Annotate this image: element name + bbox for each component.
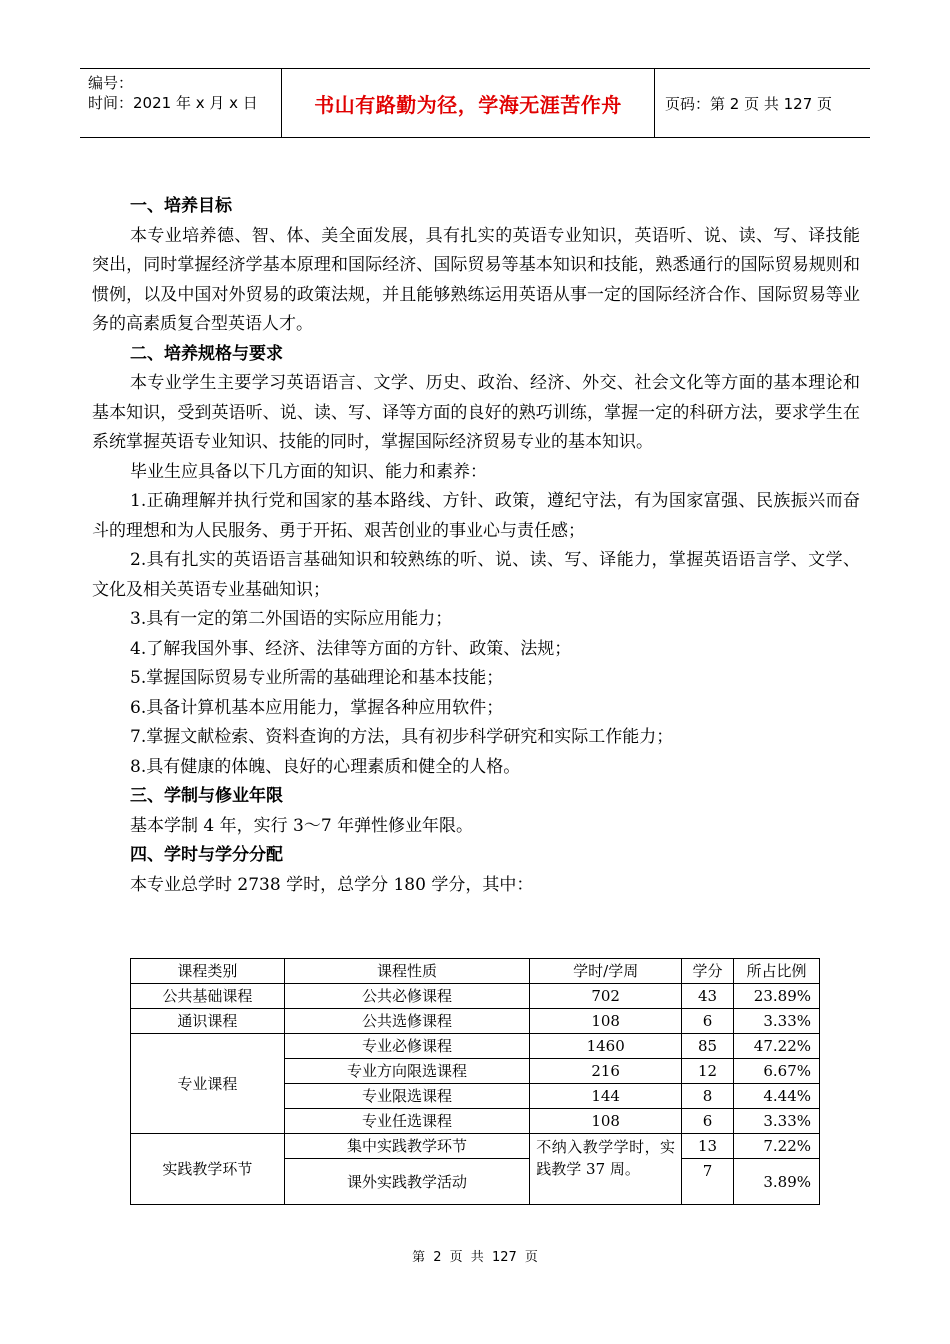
credit-table (130, 958, 820, 1205)
table-cell: 专业任选课程 (284, 1109, 530, 1134)
page-header (80, 68, 870, 138)
table-header: 所占比例 (734, 959, 820, 984)
table-cell: 108 (530, 1109, 682, 1134)
table-cell: 公共选修课程 (284, 1009, 530, 1034)
document-body (92, 192, 860, 900)
table-cell: 4.44% (734, 1084, 820, 1109)
table-cell: 23.89% (734, 984, 820, 1009)
table-cell: 216 (530, 1059, 682, 1084)
section-1-title: 一、培养目标 (130, 196, 232, 216)
list-item: 3.具有一定的第二外国语的实际应用能力； (130, 609, 453, 629)
table-cell: 702 (530, 984, 682, 1009)
table-row (131, 984, 820, 1009)
footer-ye: 页 (524, 1250, 538, 1265)
table-row (131, 1134, 820, 1159)
section-2-text: 本专业学生主要学习英语语言、文学、历史、政治、经济、外交、社会文化等方面的基本理论和基本知识，受到英语听、说、读、写、译等方面的良好的熟巧训练，掌握一定的科研方法，要求学生在系统掌握英语专业知识、技能的同时，掌握国际经济贸易专业的基本知识。 (92, 373, 860, 452)
footer-gong: 共 (470, 1250, 484, 1265)
table-cell: 课外实践教学活动 (284, 1159, 530, 1205)
footer-ye: 页 (449, 1250, 463, 1265)
table-cell: 3.33% (734, 1009, 820, 1034)
table-cell: 6 (682, 1109, 734, 1134)
table-cell: 13 (682, 1134, 734, 1159)
table-cell: 集中实践教学环节 (284, 1134, 530, 1159)
table-cell: 8 (682, 1084, 734, 1109)
table-cell: 1460 (530, 1034, 682, 1059)
section-3-title: 三、学制与修业年限 (130, 786, 283, 806)
motto: 书山有路勤为径，学海无涯苦作舟 (281, 69, 655, 137)
table-row (131, 1009, 820, 1034)
list-item: 4.了解我国外事、经济、法律等方面的方针、政策、法规； (130, 638, 572, 659)
list-item: 2.具有扎实的英语语言基础知识和较熟练的听、说、读、写、译能力，掌握英语语言学、文学、文化及相关英语专业基础知识； (92, 550, 860, 600)
table-cell: 6 (682, 1009, 734, 1034)
list-item: 1.正确理解并执行党和国家的基本路线、方针、政策，遵纪守法，有为国家富强、民族振兴而奋斗的理想和为人民服务、勇于开拓、艰苦创业的事业心与责任感； (92, 491, 860, 541)
list-item: 5.掌握国际贸易专业所需的基础理论和基本技能； (130, 668, 504, 688)
table-cell: 通识课程 (131, 1009, 285, 1034)
number-label: 编号： (88, 74, 134, 92)
table-cell: 3.89% (734, 1159, 820, 1205)
table-cell: 公共基础课程 (131, 984, 285, 1009)
table-cell: 3.33% (734, 1109, 820, 1134)
section-2-title: 二、培养规格与要求 (130, 343, 283, 364)
page-footer (0, 1246, 950, 1265)
table-cell: 不纳入教学学时，实践教学 37 周。 (530, 1134, 682, 1205)
table-header: 课程性质 (284, 959, 530, 984)
section-4-text: 本专业总学时 2738 学时，总学分 180 学分，其中： (130, 874, 534, 895)
footer-total-pages: 127 (491, 1250, 517, 1265)
table-cell: 12 (682, 1059, 734, 1084)
table-cell: 144 (530, 1084, 682, 1109)
list-item: 8.具有健康的体魄、良好的心理素质和健全的人格。 (130, 756, 521, 777)
section-1-text: 本专业培养德、智、体、美全面发展，具有扎实的英语专业知识，英语听、说、读、写、译技能突出，同时掌握经济学基本原理和国际经济、国际贸易等基本知识和技能，熟悉通行的国际贸易规则和惯例，以及中国对外贸易的政策法规，并且能够熟练运用英语从事一定的国际经济合作、国际贸易等业务的高素质复合型英语人才。 (92, 225, 860, 334)
table-header: 学时/学周 (530, 959, 682, 984)
table-cell: 专业课程 (131, 1034, 285, 1134)
section-2-intro: 毕业生应具备以下几方面的知识、能力和素养： (130, 461, 487, 482)
table-cell: 专业方向限选课程 (284, 1059, 530, 1084)
table-header: 学分 (682, 959, 734, 984)
table-cell: 6.67% (734, 1059, 820, 1084)
table-row (131, 1034, 820, 1059)
table-header: 课程类别 (131, 959, 285, 984)
table-cell: 公共必修课程 (284, 984, 530, 1009)
section-3-text: 基本学制 4 年，实行 3～7 年弹性修业年限。 (130, 815, 474, 836)
table-cell: 专业必修课程 (284, 1034, 530, 1059)
header-meta (80, 69, 281, 137)
list-item: 6.具备计算机基本应用能力，掌握各种应用软件； (130, 697, 504, 718)
list-item: 7.掌握文献检索、资料查询的方法，具有初步科学研究和实际工作能力； (130, 727, 674, 747)
time-label: 时间：2021 年 x 月 x 日 (88, 94, 258, 112)
table-cell: 7.22% (734, 1134, 820, 1159)
table-cell: 7 (682, 1159, 734, 1205)
table-header-row (131, 959, 820, 984)
page-label: 页码：第 2 页 共 127 页 (665, 94, 833, 113)
table-cell: 47.22% (734, 1034, 820, 1059)
section-4-title: 四、学时与学分分配 (130, 845, 283, 865)
footer-di: 第 (412, 1250, 426, 1265)
table-cell: 43 (682, 984, 734, 1009)
table-cell: 专业限选课程 (284, 1084, 530, 1109)
table-cell: 85 (682, 1034, 734, 1059)
table-cell: 实践教学环节 (131, 1134, 285, 1205)
footer-page-number: 2 (433, 1250, 442, 1265)
table-cell: 108 (530, 1009, 682, 1034)
